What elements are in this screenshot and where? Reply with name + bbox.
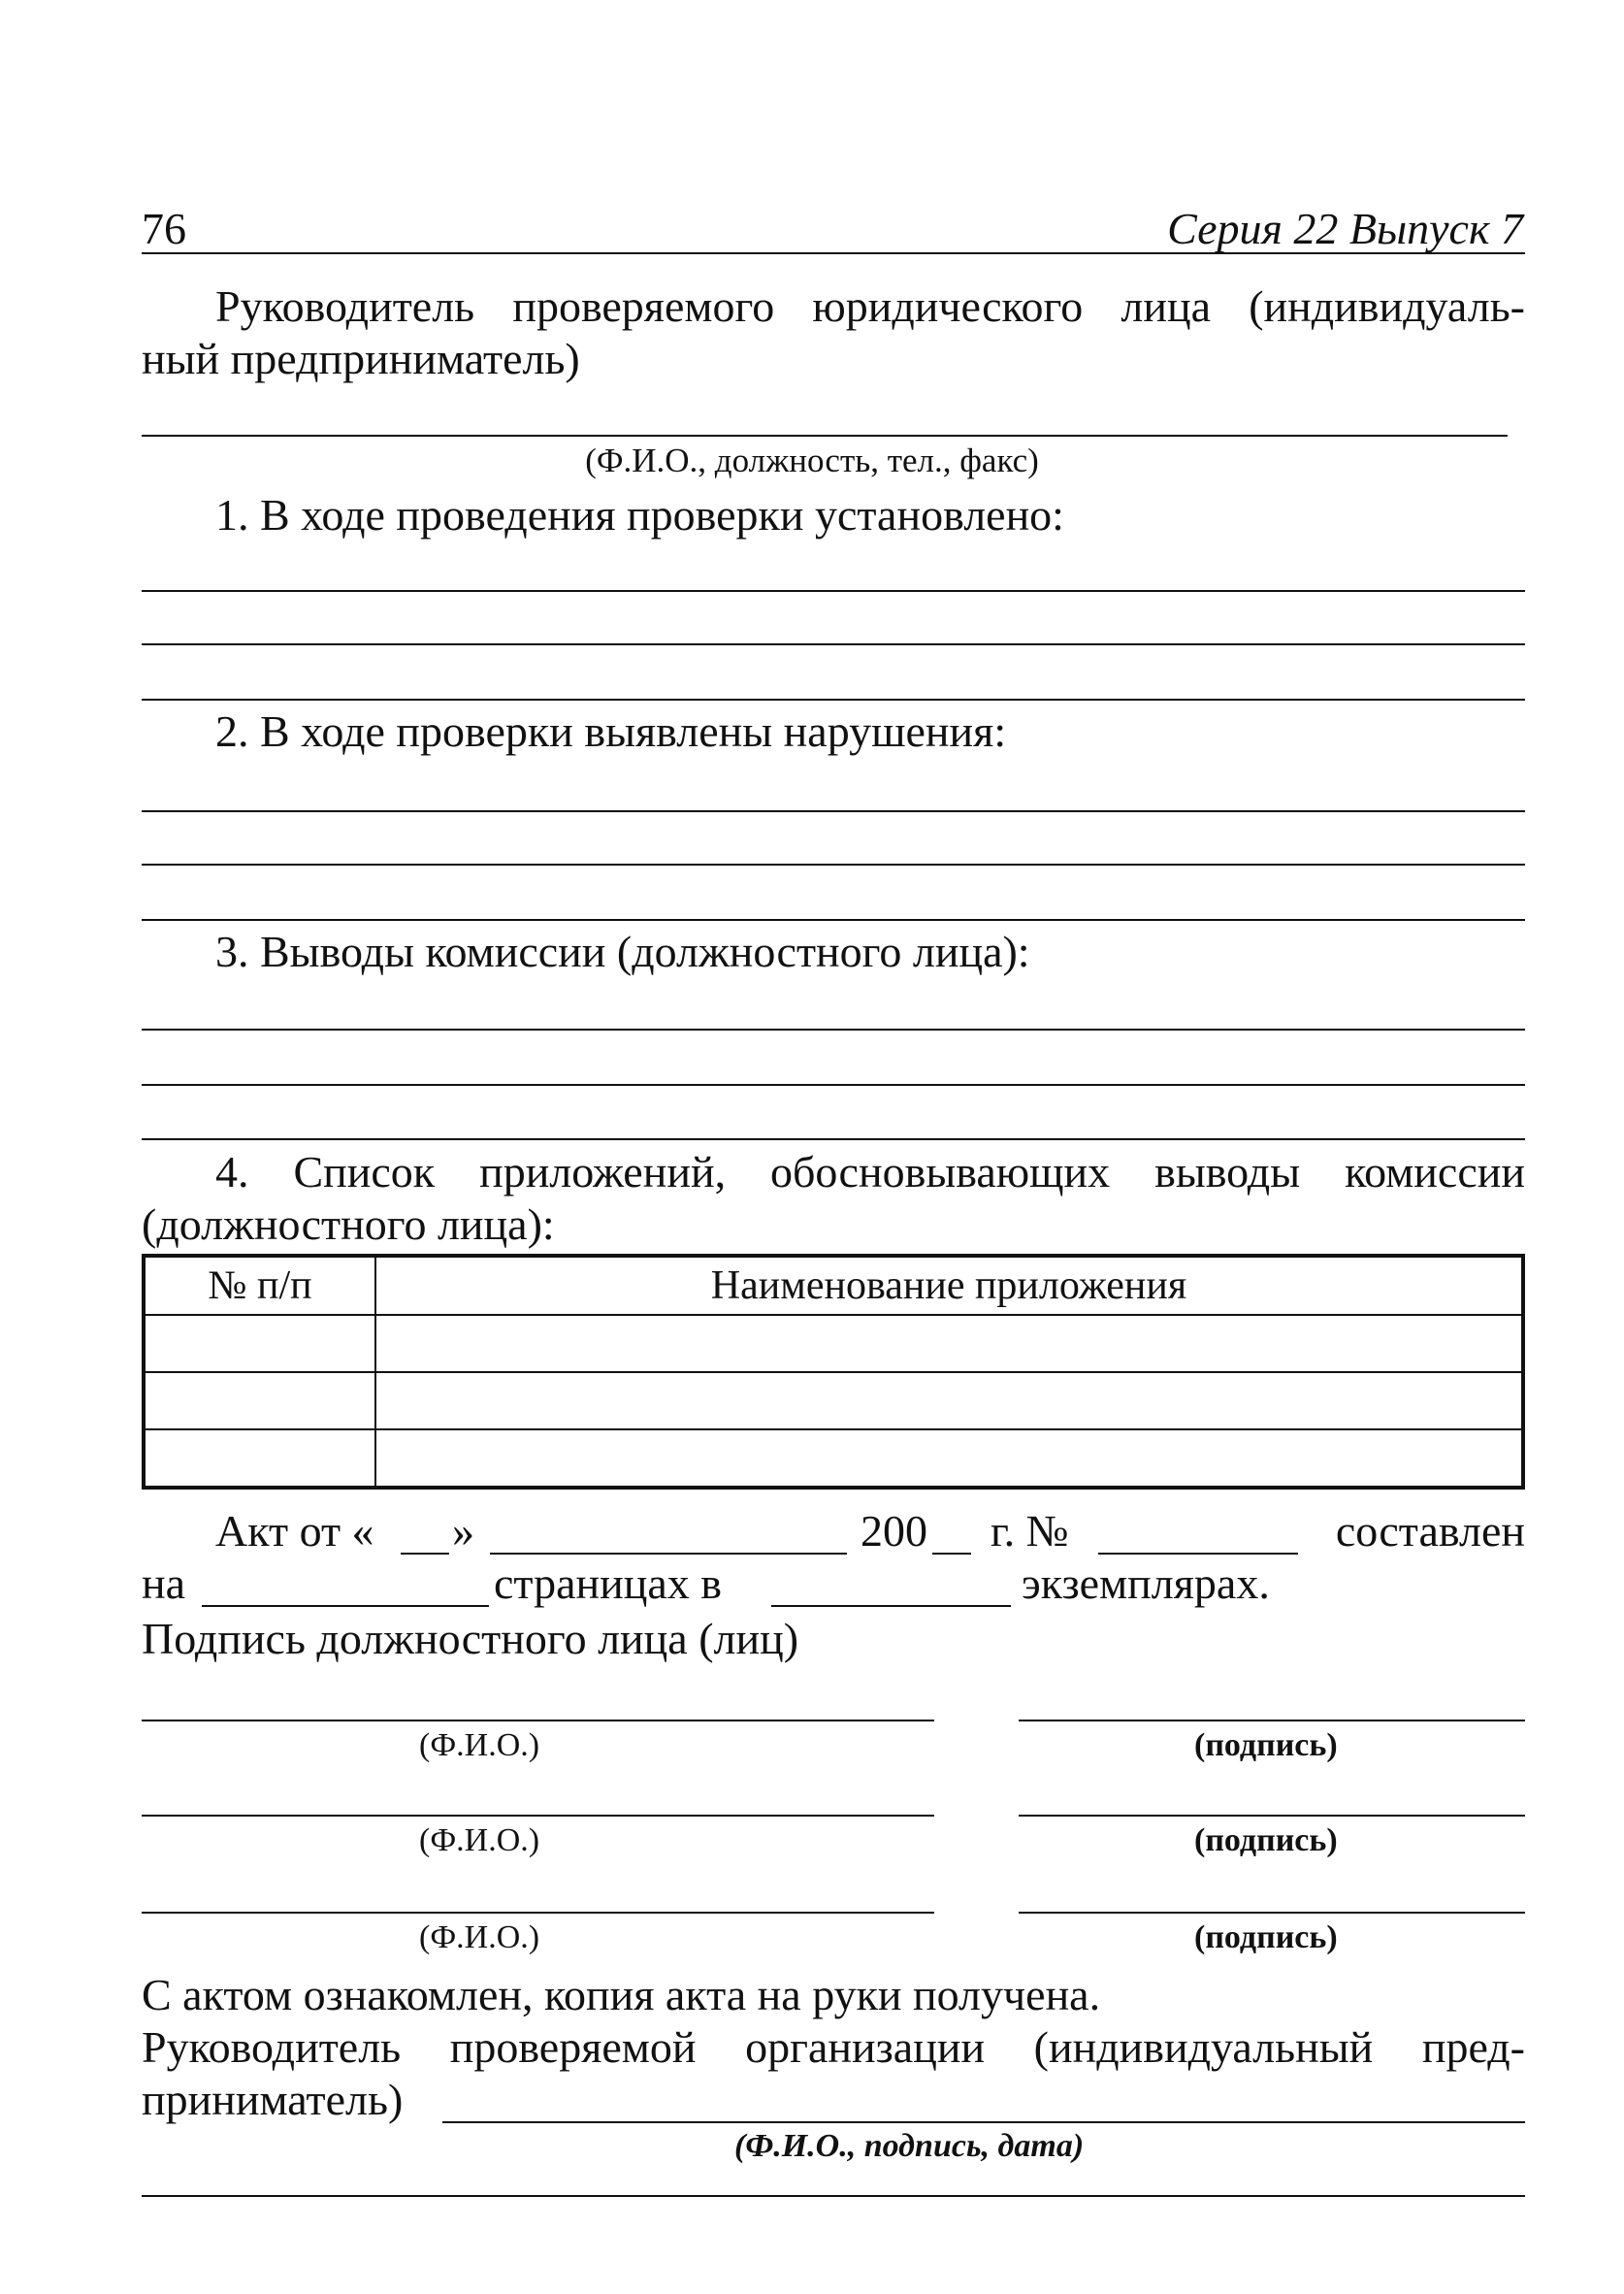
act-compiled-label: составлен <box>1335 1506 1525 1556</box>
act-year-label: 200 <box>861 1506 927 1556</box>
signature-fio-line-3[interactable] <box>142 1912 934 1914</box>
signature-sign-line-1[interactable] <box>1019 1720 1525 1721</box>
act-number-blank[interactable] <box>1098 1553 1298 1555</box>
act-copies-blank[interactable] <box>771 1605 1011 1607</box>
head-entity-caption: (Ф.И.О., должность, тел., факс) <box>585 442 1039 479</box>
signature-fio-caption-1: (Ф.И.О.) <box>419 1727 540 1763</box>
section-4-heading-line-2: (должностного лица): <box>142 1199 555 1249</box>
signature-sign-caption-3: (подпись) <box>1194 1919 1338 1955</box>
bottom-fill-line[interactable] <box>142 2195 1525 2197</box>
page-number: 76 <box>142 204 186 253</box>
table-header-row <box>144 1256 1523 1315</box>
org-head-fill-line[interactable] <box>442 2121 1525 2123</box>
act-pages-label: страницах в <box>494 1558 722 1608</box>
appendices-table <box>142 1254 1525 1490</box>
table-row <box>144 1315 1523 1372</box>
acquainted-statement: С актом ознакомлен, копия акта на руки получена. <box>142 1970 1101 2019</box>
section-1-fill-line-3[interactable] <box>142 699 1525 701</box>
section-1-fill-line-1[interactable] <box>142 590 1525 592</box>
signature-sign-line-2[interactable] <box>1019 1815 1525 1817</box>
signature-fio-caption-2: (Ф.И.О.) <box>419 1822 540 1858</box>
act-number-label: г. № <box>991 1506 1069 1556</box>
section-4-heading-line-1: 4. Список приложений, обосновывающих выводы комиссии <box>215 1147 1525 1196</box>
head-entity-fill-line[interactable] <box>142 435 1508 437</box>
act-pages-blank[interactable] <box>202 1605 489 1607</box>
table-cell-number[interactable] <box>144 1372 375 1429</box>
org-head-caption: (Ф.И.О., подпись, дата) <box>734 2128 1085 2164</box>
signature-fio-line-1[interactable] <box>142 1720 934 1721</box>
header-rule <box>142 252 1525 254</box>
signature-sign-caption-2: (подпись) <box>1194 1822 1338 1858</box>
section-3-fill-line-3[interactable] <box>142 1138 1525 1140</box>
running-header-series: Серия 22 Выпуск 7 <box>1167 204 1523 253</box>
head-entity-line-2: ный предприниматель) <box>142 334 580 383</box>
act-year-blank[interactable] <box>932 1553 971 1555</box>
section-3-heading: 3. Выводы комиссии (должностного лица): <box>215 927 1030 976</box>
table-row <box>144 1372 1523 1429</box>
section-2-heading: 2. В ходе проверки выявлены нарушения: <box>215 706 1007 756</box>
table-cell-name[interactable] <box>375 1372 1523 1429</box>
table-cell-name[interactable] <box>375 1429 1523 1488</box>
act-month-blank[interactable] <box>490 1553 847 1555</box>
section-1-fill-line-2[interactable] <box>142 643 1525 645</box>
act-from-label: Акт от « <box>215 1506 374 1556</box>
section-2-fill-line-1[interactable] <box>142 810 1525 812</box>
column-header-name: Наименование приложения <box>375 1256 1523 1315</box>
table-cell-number[interactable] <box>144 1429 375 1488</box>
table-cell-number[interactable] <box>144 1315 375 1372</box>
org-head-line-1: Руководитель проверяемой организации (индивидуальный пред- <box>142 2022 1525 2072</box>
table-cell-name[interactable] <box>375 1315 1523 1372</box>
act-day-blank[interactable] <box>401 1553 449 1555</box>
signature-sign-caption-1: (подпись) <box>1194 1727 1338 1763</box>
signature-sign-line-3[interactable] <box>1019 1912 1525 1914</box>
act-on-label: на <box>142 1558 186 1608</box>
section-3-fill-line-1[interactable] <box>142 1029 1525 1031</box>
column-header-number: № п/п <box>144 1256 375 1315</box>
org-head-line-2: приниматель) <box>142 2075 404 2124</box>
head-entity-line-1: Руководитель проверяемого юридического лица (индивидуаль- <box>215 281 1525 331</box>
act-close-quote: » <box>452 1506 474 1556</box>
signature-fio-line-2[interactable] <box>142 1815 934 1817</box>
section-1-heading: 1. В ходе проведения проверки установлено: <box>215 490 1064 540</box>
signatures-title: Подпись должностного лица (лиц) <box>142 1614 799 1663</box>
section-2-fill-line-3[interactable] <box>142 919 1525 921</box>
table-row <box>144 1429 1523 1488</box>
section-3-fill-line-2[interactable] <box>142 1084 1525 1086</box>
section-2-fill-line-2[interactable] <box>142 864 1525 866</box>
signature-fio-caption-3: (Ф.И.О.) <box>419 1919 540 1955</box>
act-copies-label: экземплярах. <box>1022 1558 1270 1608</box>
